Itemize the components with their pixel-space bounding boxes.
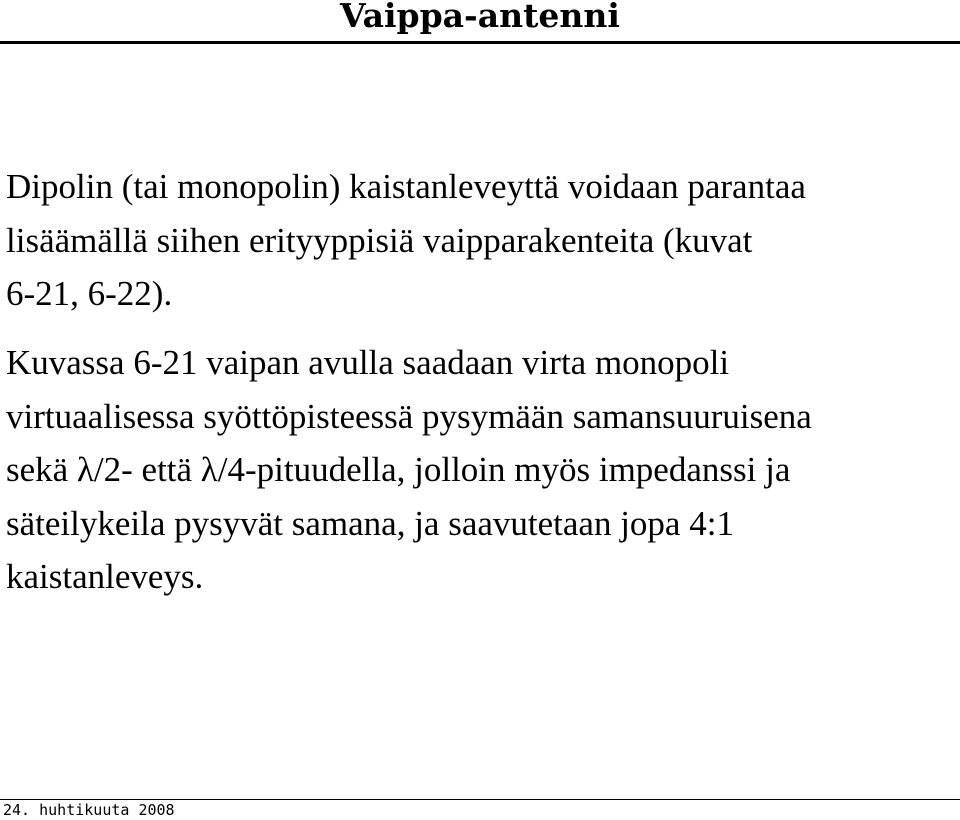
paragraph-1 xyxy=(6,160,956,321)
paragraph-line: Dipolin (tai monopolin) kaistanleveyttä voidaan parantaa xyxy=(6,167,806,206)
paragraph-line: kaistanleveys. xyxy=(6,557,204,596)
paragraph-line: 6-21, 6-22). xyxy=(6,274,173,313)
paragraph-line: virtuaalisessa syöttöpisteessä pysymään samansuuruisena xyxy=(6,396,812,436)
paragraph-line: säteilykeila pysyvät samana, ja saavutetaan jopa 4:1 xyxy=(6,503,734,543)
slide-title: Vaippa-antenni xyxy=(340,0,620,35)
paragraph-2 xyxy=(6,336,956,604)
paragraph-line: sekä λ/2- että λ/4-pituudella, jolloin myös impedanssi ja xyxy=(6,450,791,489)
paragraph-line: Kuvassa 6-21 vaipan avulla saadaan virta monopoli xyxy=(6,343,730,382)
title-divider xyxy=(0,41,960,44)
footer-date: 24. huhtikuuta 2008 xyxy=(3,801,175,819)
paragraph-line: lisäämällä siihen erityyppisiä vaipparakenteita (kuvat xyxy=(6,220,753,260)
